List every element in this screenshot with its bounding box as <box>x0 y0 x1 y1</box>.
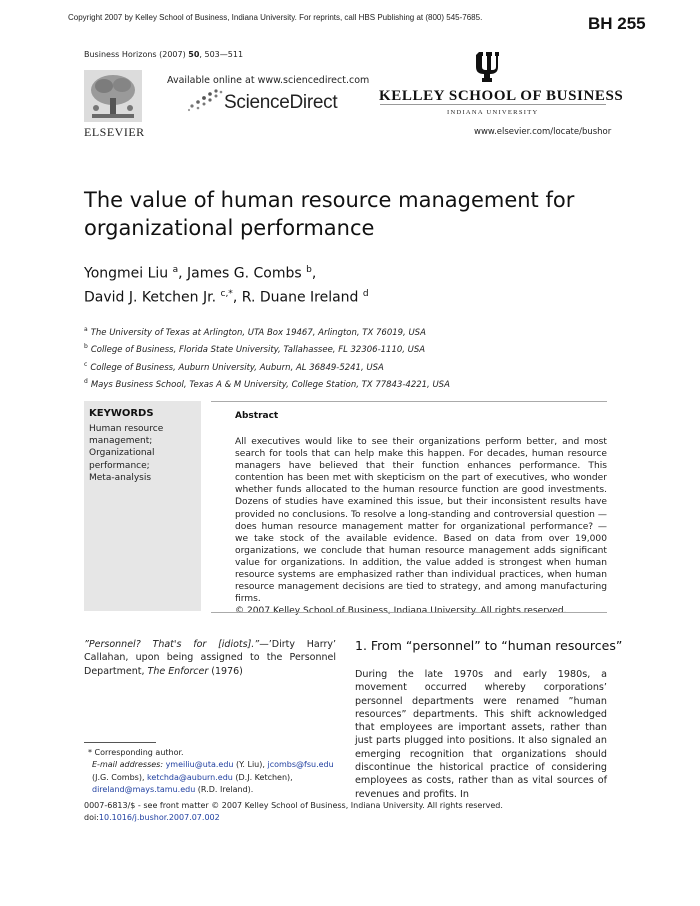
keywords-heading: KEYWORDS <box>89 408 154 419</box>
affiliation-mark: b <box>84 343 88 351</box>
email-link[interactable]: ymeiliu@uta.edu <box>165 760 234 770</box>
epigraph-attribution: —’Dirty Harry’ Callahan, upon being assigned to the Personnel Department, <box>84 639 336 677</box>
affiliation-mark: c <box>84 360 88 368</box>
elsevier-tree-logo <box>84 70 142 122</box>
email-owner: (D.J. Ketchen), <box>232 772 293 782</box>
epigraph-year: (1976) <box>208 665 243 677</box>
epigraph <box>84 638 336 678</box>
email-link[interactable]: ketchda@auburn.edu <box>147 772 233 782</box>
author-affiliation-mark: c,* <box>220 288 233 299</box>
indiana-university-label: INDIANA UNIVERSITY <box>447 109 539 116</box>
abstract-heading: Abstract <box>235 411 279 421</box>
keyword-item: Human resource management; <box>89 424 164 447</box>
affiliation-item <box>84 323 624 340</box>
affiliation-item <box>84 340 624 357</box>
front-matter-footer <box>84 800 604 825</box>
section-heading: 1. From “personnel” to “human resources” <box>355 638 623 653</box>
footnote <box>84 747 344 797</box>
doi-link[interactable]: 10.1016/j.bushor.2007.07.002 <box>98 813 220 823</box>
email-label: E-mail addresses: <box>92 760 166 770</box>
kelley-divider <box>380 104 606 105</box>
email-addresses <box>84 759 344 796</box>
affiliation-item <box>84 358 624 375</box>
affiliation-text: College of Business, Florida State University, Tallahassee, FL 32306-1110, USA <box>90 345 426 356</box>
sciencedirect-dots-icon <box>186 88 226 112</box>
doi-label: doi: <box>84 813 99 823</box>
sciencedirect-wordmark: ScienceDirect <box>224 92 338 113</box>
email-owner: (Y. Liu), <box>233 760 268 770</box>
keyword-item: Organizational performance; <box>89 448 155 471</box>
affiliation-mark: a <box>84 326 88 333</box>
elsevier-wordmark: ELSEVIER <box>84 125 145 139</box>
footnote-rule <box>84 742 156 743</box>
author-name: R. Duane Ireland <box>241 289 359 306</box>
keywords-list <box>89 423 197 484</box>
author-name: James G. Combs <box>187 265 302 282</box>
email-owner: (J.G. Combs), <box>92 772 148 782</box>
affiliation-mark: d <box>84 377 88 385</box>
journal-homepage-link[interactable]: www.elsevier.com/locate/bushor <box>474 127 612 137</box>
section-body: During the late 1970s and early 1980s, a movement occurred whereby corporations’ personnel departments were renamed ”human resources” departments. This shift acknowledged that employees are important assets, rather than just parts plugged into positions. It also signaled an emerging recognition that organizations should discontinue the historical practice of considering employees as costs, rather than as vital sources of revenues and profits. In <box>355 669 607 800</box>
abstract-bottom-rule <box>211 612 607 613</box>
affiliation-item <box>84 375 624 392</box>
epigraph-quote: ”Personnel? That's for [idiots].” <box>84 639 260 650</box>
corresponding-author-note: * Corresponding author. <box>88 748 184 757</box>
doi-line <box>84 812 604 824</box>
email-link[interactable]: direland@mays.tamu.edu <box>92 785 196 795</box>
abstract-body <box>235 436 607 617</box>
author-name: Yongmei Liu <box>84 265 169 282</box>
journal-citation <box>84 50 243 59</box>
kelley-school-wordmark: KELLEY SCHOOL OF BUSINESS <box>379 88 624 104</box>
citation-pages: , 503—511 <box>199 50 244 59</box>
keyword-item: Meta-analysis <box>89 472 152 483</box>
author-affiliation-mark: a <box>172 265 179 275</box>
article-title: The value of human resource management for organizational performance <box>84 188 575 240</box>
affiliation-text: The University of Texas at Arlington, UTA Box 19467, Arlington, TX 76019, USA <box>90 327 426 338</box>
email-link[interactable]: jcombs@fsu.edu <box>267 760 334 770</box>
author-affiliation-mark: d <box>362 288 369 299</box>
abstract-text: All executives would like to see their organizations perform better, and most search for tools that can help make this happen. For decades, human resource managers have believed that their function enhances performance. This contention has been met with skepticism on the part of executives, who wonder whether funds allocated to the human resource function are good investments. Dozens of studies have examined this issue, but their inconsistent results have provided no conclusions. To resolve a long-standing and controversial question — does human resource management matter for organizational performance? — we take stock of the available evidence. Based on data from over 19,000 organizations, we conclude that human resource management adds significant value for organizations. In addition, the value added is strongest when human resource systems are emphasized rather than individual practices, when human resource management decisions are tied to strategy, and among manufacturing firms. <box>235 437 607 605</box>
author-list: Yongmei Liu $^a$, James G. Combs $^b$, David J. Ketchen Jr. $^{c,*}$, R. Duane Ireland $^d$ <box>84 265 369 306</box>
author-affiliation-mark: b <box>306 265 312 275</box>
indiana-university-trident-icon <box>476 50 502 84</box>
citation-volume: 50 <box>188 50 200 59</box>
email-owner: (R.D. Ireland). <box>195 785 254 795</box>
copyright-notice: Copyright 2007 by Kelley School of Business, Indiana University. For reprints, call HBS Publishing at (800) 545-7685. <box>68 13 483 22</box>
abstract-top-rule <box>211 401 607 402</box>
document-code: BH 255 <box>588 14 646 33</box>
affiliation-text: College of Business, Auburn University, Auburn, AL 36849-5241, USA <box>90 362 384 373</box>
author-name: David J. Ketchen Jr. <box>84 289 217 306</box>
affiliation-text: Mays Business School, Texas A & M University, College Station, TX 77843-4221, USA <box>90 379 450 390</box>
issn-line: 0007-6813/$ - see front matter © 2007 Kelley School of Business, Indiana University. All rights reserved. <box>84 801 503 810</box>
affiliation-list <box>84 323 624 392</box>
epigraph-film: The Enforcer <box>147 665 209 677</box>
available-online: Available online at www.sciencedirect.com <box>167 75 370 86</box>
citation-journal: Business Horizons (2007) <box>84 50 189 59</box>
